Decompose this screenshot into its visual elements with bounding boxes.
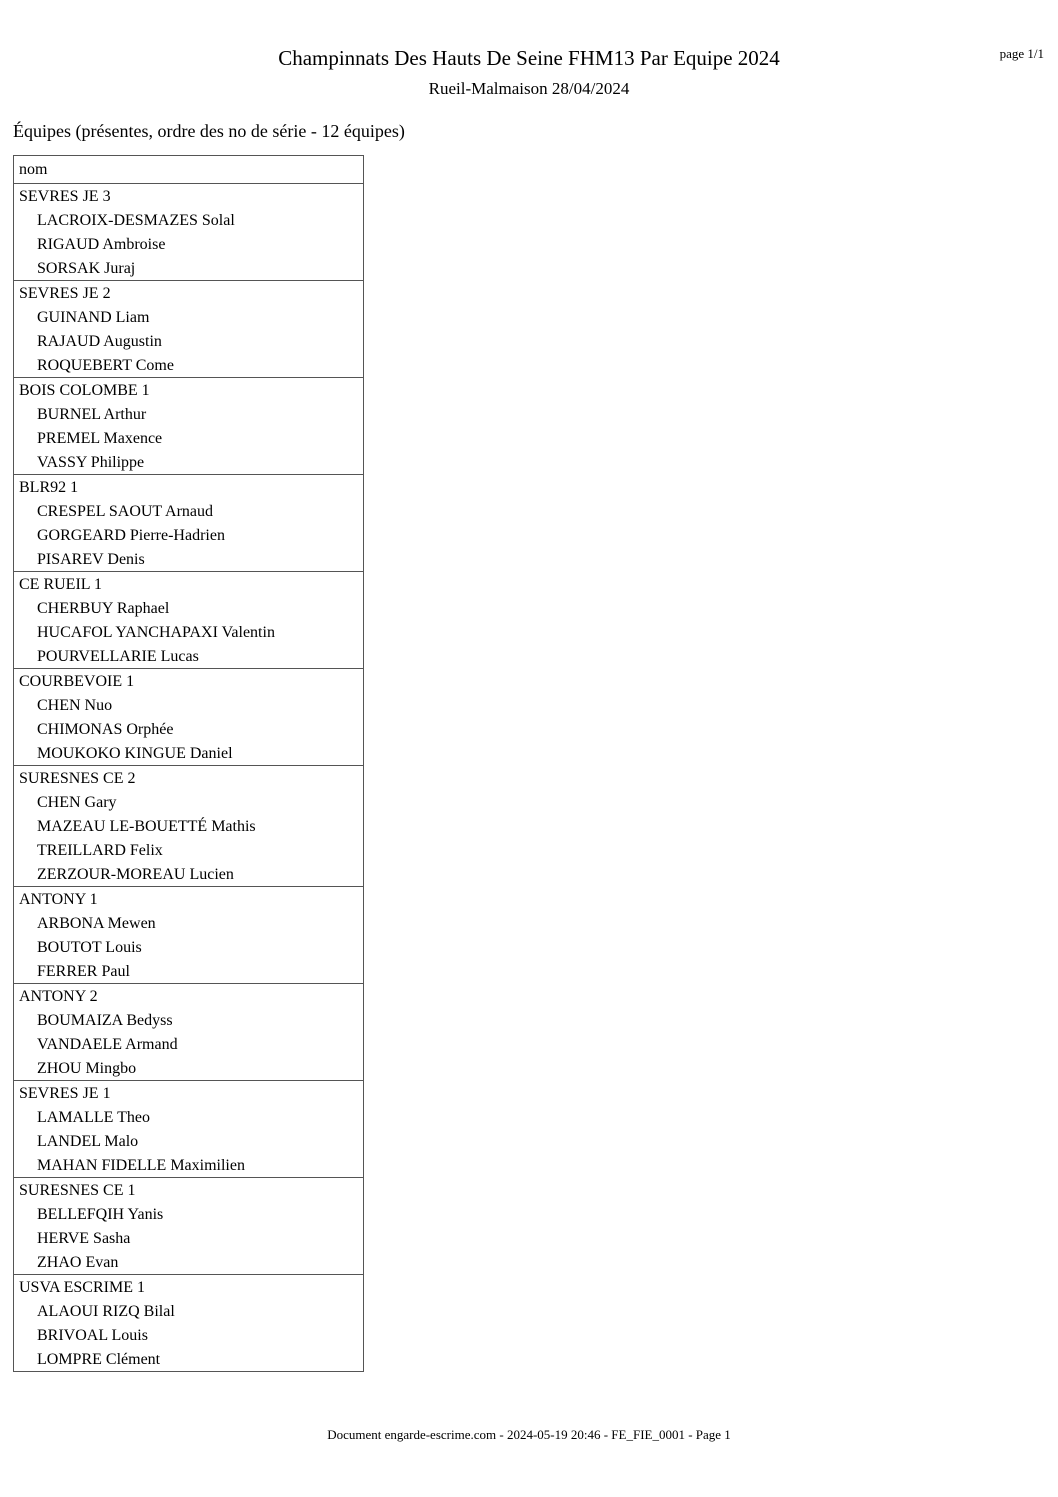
team-name: ANTONY 1 [19, 891, 98, 908]
team-name: ANTONY 2 [19, 988, 98, 1005]
team-member: HERVE Sasha [37, 1230, 131, 1247]
page-title: Champinnats Des Hauts De Seine FHM13 Par Equipe 2024 [278, 46, 780, 70]
team-block [14, 378, 363, 475]
team-member: BOUTOT Louis [37, 939, 142, 956]
team-member: ZHAO Evan [37, 1254, 119, 1271]
team-member: PISAREV Denis [37, 551, 145, 568]
page-number: page 1/1 [999, 46, 1044, 61]
team-member: CHEN Nuo [37, 697, 113, 714]
team-member: MAZEAU LE-BOUETTÉ Mathis [37, 818, 256, 835]
team-member: VANDAELE Armand [37, 1036, 178, 1053]
team-member: CRESPEL SAOUT Arnaud [37, 503, 214, 520]
team-block [14, 184, 363, 281]
team-member: PREMEL Maxence [37, 430, 163, 447]
team-block [14, 887, 363, 984]
team-block [14, 1081, 363, 1178]
team-member: ALAOUI RIZQ Bilal [37, 1303, 175, 1320]
team-member: ZHOU Mingbo [37, 1060, 137, 1077]
team-member: GORGEARD Pierre-Hadrien [37, 527, 225, 544]
team-block [14, 669, 363, 766]
team-member: LOMPRE Clément [37, 1351, 161, 1368]
team-member: BELLEFQIH Yanis [37, 1206, 164, 1223]
team-member: ZERZOUR-MOREAU Lucien [37, 866, 234, 883]
team-name: USVA ESCRIME 1 [19, 1279, 145, 1296]
team-block [14, 766, 363, 887]
page-subtitle: Rueil-Malmaison 28/04/2024 [428, 79, 630, 98]
team-member: MAHAN FIDELLE Maximilien [37, 1157, 245, 1174]
team-member: HUCAFOL YANCHAPAXI Valentin [37, 624, 275, 641]
team-block [14, 1178, 363, 1275]
team-member: RIGAUD Ambroise [37, 236, 166, 253]
team-block [14, 984, 363, 1081]
team-name: SEVRES JE 3 [19, 188, 111, 205]
team-name: SEVRES JE 2 [19, 285, 111, 302]
team-name: COURBEVOIE 1 [19, 673, 135, 690]
team-member: ARBONA Mewen [37, 915, 156, 932]
team-name: SURESNES CE 2 [19, 770, 136, 787]
team-member: LACROIX-DESMAZES Solal [37, 212, 235, 229]
team-block [14, 475, 363, 572]
team-name: CE RUEIL 1 [19, 576, 102, 593]
team-block [14, 1275, 363, 1371]
team-member: RAJAUD Augustin [37, 333, 162, 350]
team-member: MOUKOKO KINGUE Daniel [37, 745, 233, 762]
team-member: BRIVOAL Louis [37, 1327, 148, 1344]
team-member: CHIMONAS Orphée [37, 721, 174, 738]
team-member: ROQUEBERT Come [37, 357, 174, 374]
section-heading: Équipes (présentes, ordre des no de série - 12 équipes) [13, 121, 405, 141]
team-name: SEVRES JE 1 [19, 1085, 111, 1102]
team-member: BOUMAIZA Bedyss [37, 1012, 173, 1029]
team-name: BLR92 1 [19, 479, 79, 496]
team-member: POURVELLARIE Lucas [37, 648, 199, 665]
team-member: VASSY Philippe [37, 454, 145, 471]
team-member: LANDEL Malo [37, 1133, 139, 1150]
team-block [14, 572, 363, 669]
team-member: BURNEL Arthur [37, 406, 147, 423]
team-list [14, 184, 363, 1371]
team-member: CHEN Gary [37, 794, 117, 811]
team-name: SURESNES CE 1 [19, 1182, 136, 1199]
page-footer: Document engarde-escrime.com - 2024-05-19 20:46 - FE_FIE_0001 - Page 1 [327, 1427, 731, 1442]
team-name: BOIS COLOMBE 1 [19, 382, 150, 399]
teams-table [13, 155, 364, 1372]
team-member: FERRER Paul [37, 963, 130, 980]
team-member: GUINAND Liam [37, 309, 150, 326]
team-block [14, 281, 363, 378]
team-member: CHERBUY Raphael [37, 600, 170, 617]
column-header-nom: nom [14, 156, 363, 184]
team-member: SORSAK Juraj [37, 260, 136, 277]
team-member: TREILLARD Felix [37, 842, 163, 859]
team-member: LAMALLE Theo [37, 1109, 151, 1126]
